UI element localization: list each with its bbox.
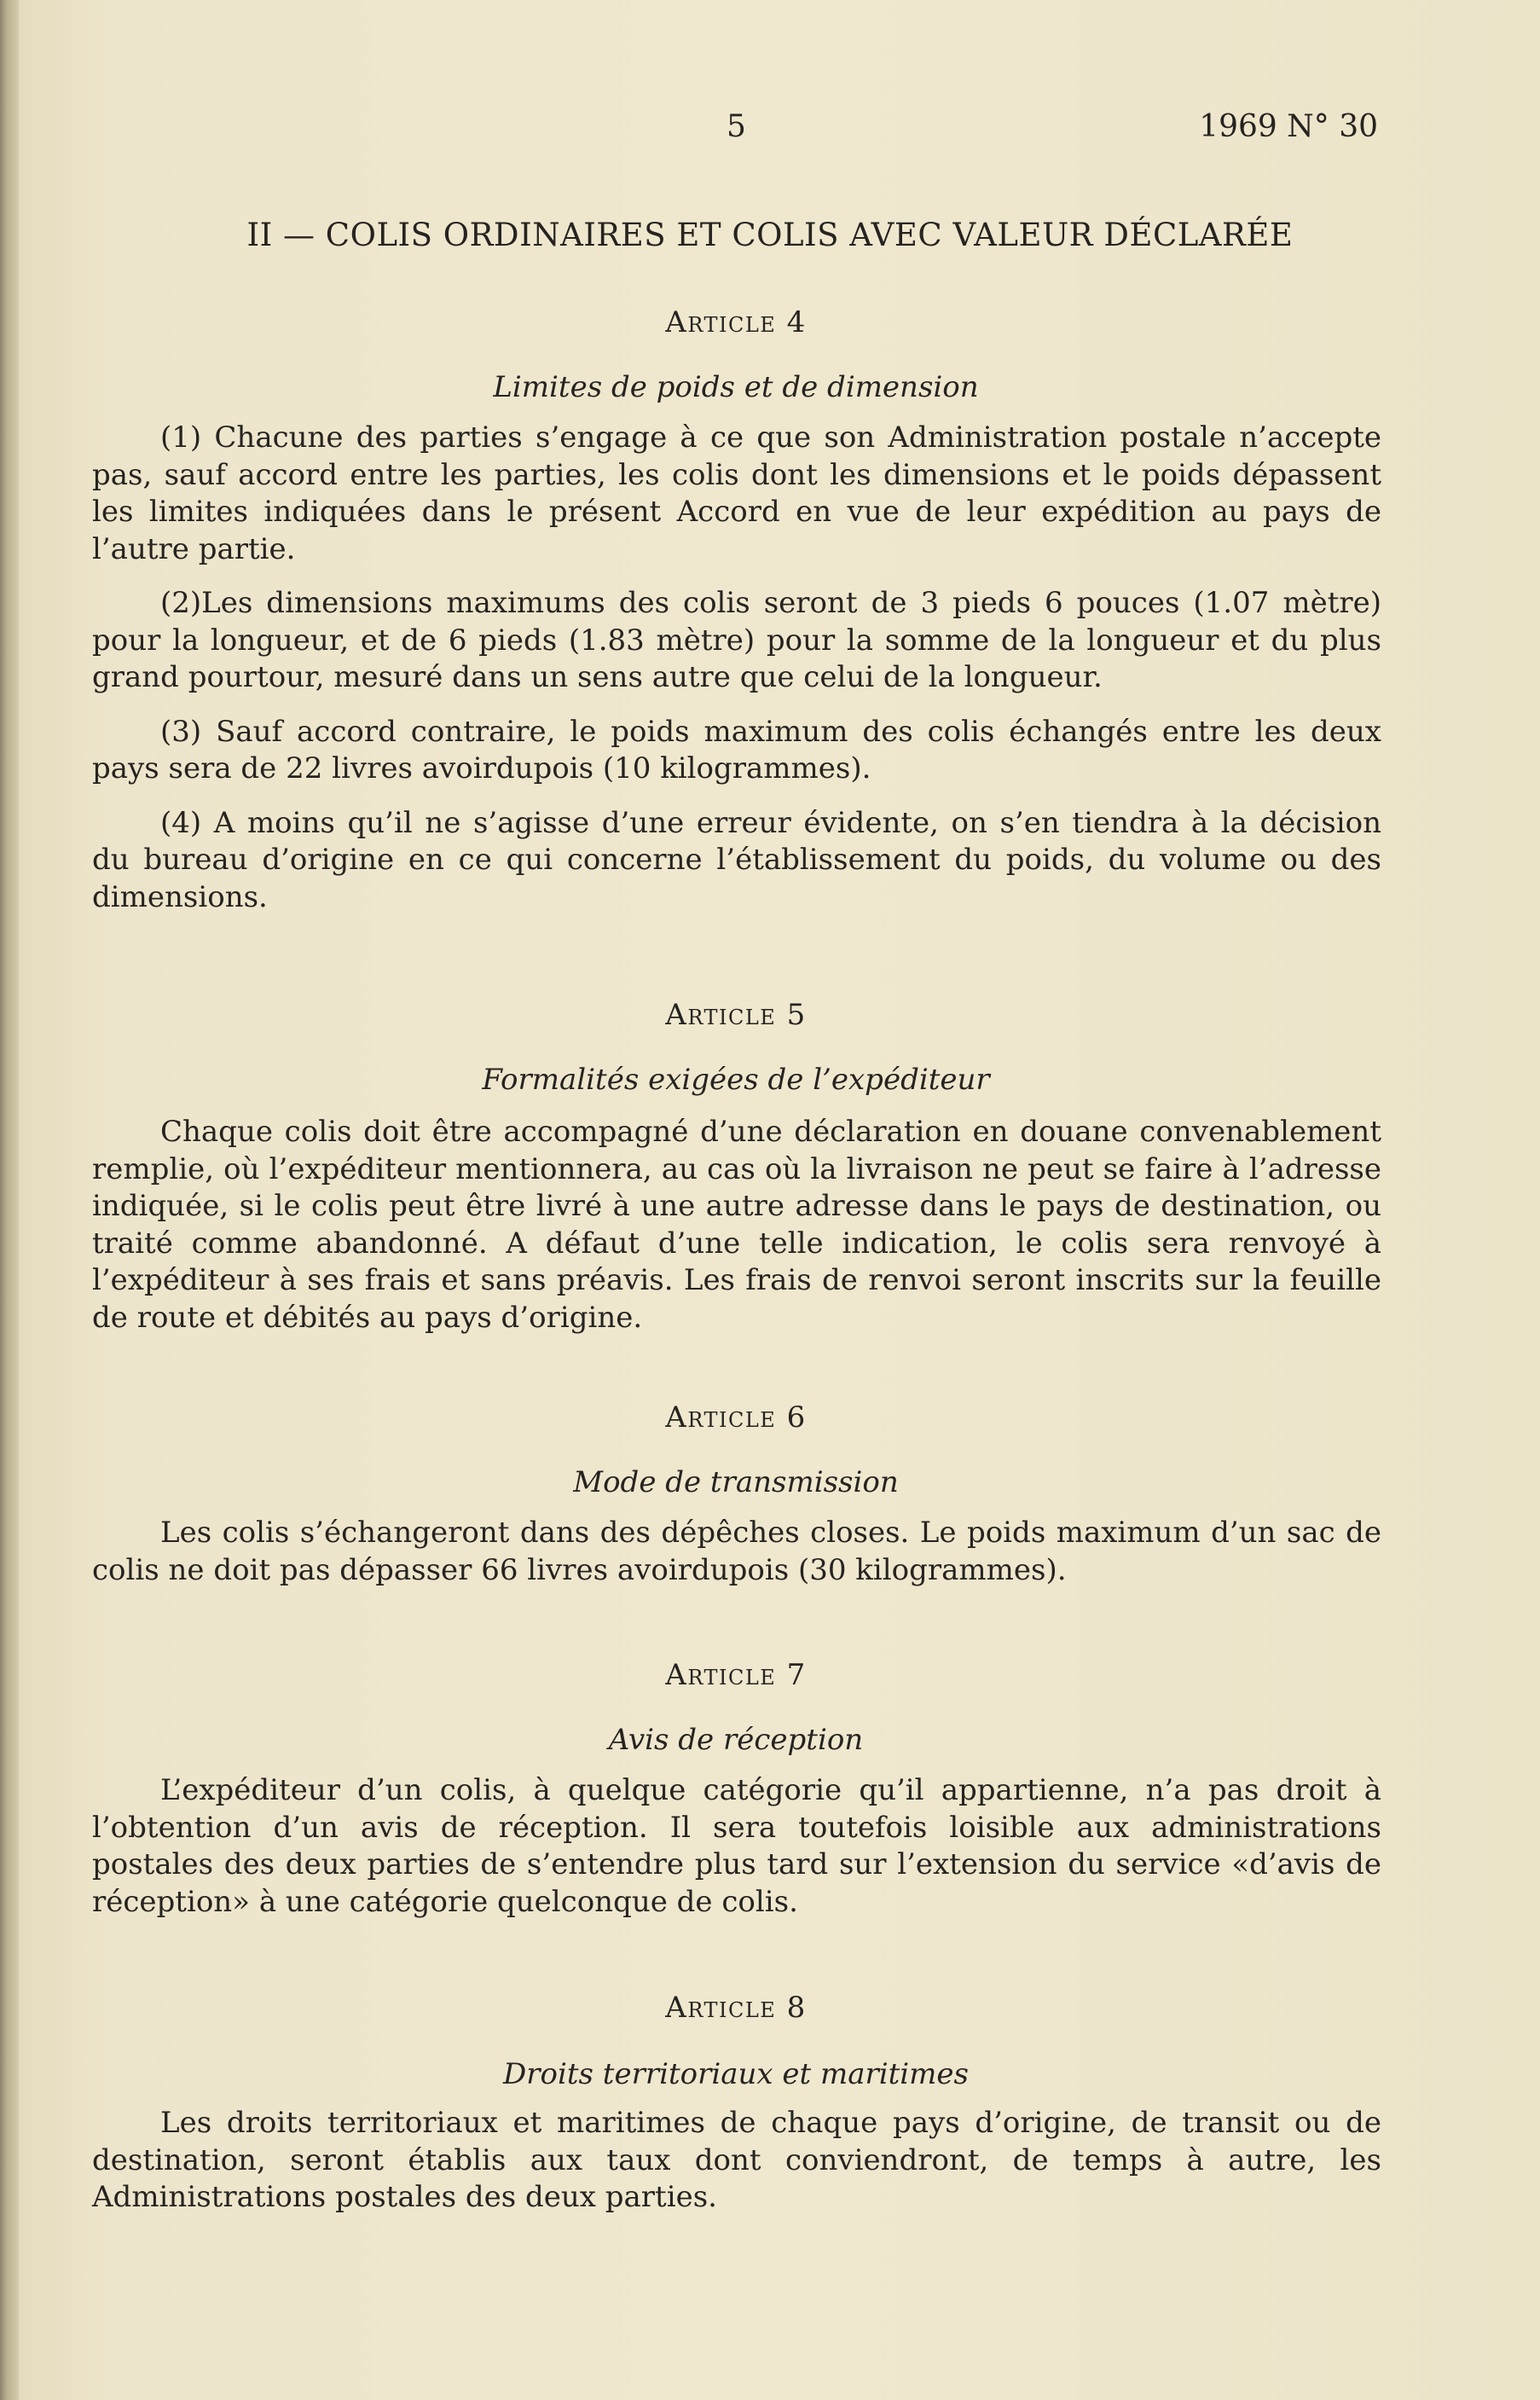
article-6-heading: Article 6 bbox=[665, 1400, 807, 1435]
article-4-subtitle: Limites de poids et de dimension bbox=[493, 370, 979, 404]
article-6-body bbox=[92, 1515, 1381, 1589]
article-5-subtitle: Formalités exigées de l’expéditeur bbox=[482, 1063, 990, 1097]
article-5-paragraph-1: Chaque colis doit être accompagné d’une déclaration en douane convenablement remplie, où l’expéditeur mentionnera, au cas où la livraison ne peut se faire à l’adresse indiquée, si le colis peut être livré à une autre adresse dans le pays de destination, ou traité comme abandonné. A défaut d’une telle indication, le colis sera renvoyé à l’expéditeur à ses frais et sans préavis. Les frais de renvoi seront inscrits sur la feuille de route et débités au pays d’origine. bbox=[92, 1115, 1381, 1335]
article-4-heading: Article 4 bbox=[665, 305, 807, 339]
article-5-body bbox=[92, 1114, 1381, 1336]
article-7-subtitle: Avis de réception bbox=[608, 1723, 864, 1757]
page-binding-edge bbox=[0, 0, 19, 2400]
section-title: II — COLIS ORDINAIRES ET COLIS AVEC VALEUR DÉCLARÉE bbox=[246, 217, 1294, 253]
article-4-paragraph-3: (3) Sauf accord contraire, le poids maximum des colis échangés entre les deux pays sera de 22 livres avoirdupois (10 kilogrammes). bbox=[92, 714, 1381, 786]
issue-number: 1969 N° 30 bbox=[1199, 109, 1378, 144]
article-5-heading: Article 5 bbox=[665, 998, 807, 1032]
page-number: 5 bbox=[727, 109, 746, 144]
article-6-subtitle: Mode de transmission bbox=[573, 1465, 899, 1499]
article-8-paragraph-1: Les droits territoriaux et maritimes de chaque pays d’origine, de transit ou de destination, seront établis aux taux dont conviendront, de temps à autre, les Administrations postales des deux parties. bbox=[92, 2106, 1381, 2214]
article-7-body bbox=[92, 1772, 1381, 1921]
article-6-paragraph-1: Les colis s’échangeront dans des dépêches closes. Le poids maximum d’un sac de colis ne doit pas dépasser 66 livres avoirdupois (30 kilogrammes). bbox=[92, 1516, 1381, 1587]
article-8-heading: Article 8 bbox=[665, 1991, 807, 2025]
article-4-paragraph-4: (4) A moins qu’il ne s’agisse d’une erreur évidente, on s’en tiendra à la décision du bureau d’origine en ce qui concerne l’établissement du poids, du volume ou des dimensions. bbox=[92, 805, 1381, 914]
article-4-paragraph-1: (1) Chacune des parties s’engage à ce que son Administration postale n’accepte pas, sauf accord entre les parties, les colis dont les dimensions et le poids dépassent les limites indiquées dans le présent Accord en vue de leur expédition au pays de l’autre partie. bbox=[92, 420, 1381, 566]
article-4-paragraph-2: (2)Les dimensions maximums des colis seront de 3 pieds 6 pouces (1.07 mètre) pour la longueur, et de 6 pieds (1.83 mètre) pour la somme de la longueur et du plus grand pourtour, mesuré dans un sens autre que celui de la longueur. bbox=[92, 586, 1381, 694]
article-7-paragraph-1: L’expéditeur d’un colis, à quelque catégorie qu’il appartienne, n’a pas droit à l’obtention d’un avis de réception. Il sera toutefois loisible aux administrations postales des deux parties de s’entendre plus tard sur l’extension du service «d’avis de réception» à une catégorie quelconque de colis. bbox=[92, 1773, 1381, 1919]
article-8-body bbox=[92, 2105, 1381, 2217]
article-7-heading: Article 7 bbox=[665, 1658, 807, 1692]
article-8-subtitle: Droits territoriaux et maritimes bbox=[503, 2057, 969, 2091]
article-4-body bbox=[92, 420, 1381, 916]
